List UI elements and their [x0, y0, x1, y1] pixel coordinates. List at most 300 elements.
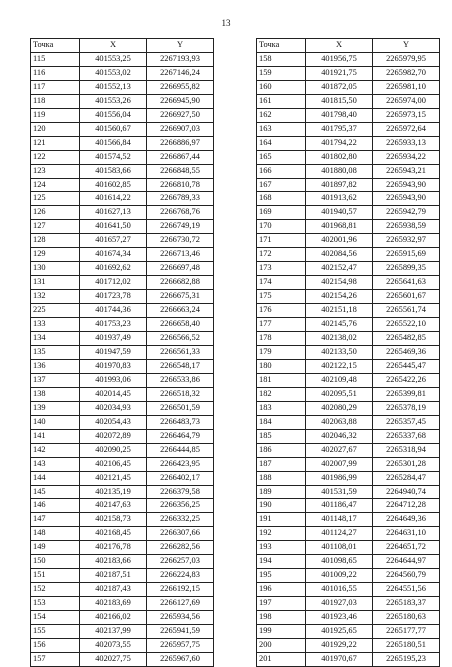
point-number-cell: 150	[31, 555, 80, 569]
y-coordinate-cell: 2266423,95	[147, 457, 214, 471]
y-coordinate-cell: 2264644,97	[373, 555, 440, 569]
x-coordinate-cell: 401927,03	[306, 597, 373, 611]
y-coordinate-cell: 2265357,45	[373, 415, 440, 429]
y-coordinate-cell: 2265967,60	[147, 652, 214, 666]
table-row	[257, 471, 440, 485]
point-number-cell: 181	[257, 373, 306, 387]
point-number-cell: 177	[257, 318, 306, 332]
table-row	[31, 318, 214, 332]
y-coordinate-cell: 2265943,90	[373, 178, 440, 192]
y-coordinate-cell: 2264940,74	[373, 485, 440, 499]
point-number-cell: 121	[31, 136, 80, 150]
point-number-cell: 196	[257, 583, 306, 597]
table-row	[257, 527, 440, 541]
x-coordinate-cell: 402046,32	[306, 429, 373, 443]
y-coordinate-cell: 2264631,10	[373, 527, 440, 541]
x-coordinate-cell: 402145,76	[306, 318, 373, 332]
x-coordinate-cell: 401795,37	[306, 122, 373, 136]
point-number-cell: 120	[31, 122, 80, 136]
table-row	[257, 94, 440, 108]
x-coordinate-cell: 401923,46	[306, 611, 373, 625]
x-coordinate-cell: 401009,22	[306, 569, 373, 583]
x-coordinate-cell: 402027,67	[306, 443, 373, 457]
x-coordinate-cell: 401674,34	[80, 248, 147, 262]
y-coordinate-cell: 2265445,47	[373, 359, 440, 373]
table-row	[257, 276, 440, 290]
point-number-cell: 152	[31, 583, 80, 597]
y-coordinate-cell: 2265561,74	[373, 304, 440, 318]
table-row	[257, 345, 440, 359]
y-coordinate-cell: 2265957,75	[147, 638, 214, 652]
table-row	[257, 332, 440, 346]
header-x: X	[306, 39, 373, 53]
x-coordinate-cell: 402168,45	[80, 527, 147, 541]
y-coordinate-cell: 2266282,56	[147, 541, 214, 555]
y-coordinate-cell: 2265183,37	[373, 597, 440, 611]
y-coordinate-cell: 2266768,76	[147, 206, 214, 220]
table-row	[257, 387, 440, 401]
table-row	[257, 373, 440, 387]
x-coordinate-cell: 402084,56	[306, 248, 373, 262]
table-row	[31, 290, 214, 304]
y-coordinate-cell: 2267193,93	[147, 52, 214, 66]
x-coordinate-cell: 402187,51	[80, 569, 147, 583]
y-coordinate-cell: 2264651,72	[373, 541, 440, 555]
table-row	[257, 122, 440, 136]
y-coordinate-cell: 2266749,19	[147, 220, 214, 234]
y-coordinate-cell: 2264712,28	[373, 499, 440, 513]
y-coordinate-cell: 2266907,03	[147, 122, 214, 136]
point-number-cell: 127	[31, 220, 80, 234]
table-row	[31, 52, 214, 66]
point-number-cell: 186	[257, 443, 306, 457]
point-number-cell: 156	[31, 638, 80, 652]
x-coordinate-cell: 401016,55	[306, 583, 373, 597]
coordinates-table-left	[30, 38, 214, 667]
point-number-cell: 115	[31, 52, 80, 66]
y-coordinate-cell: 2265899,35	[373, 262, 440, 276]
table-row	[31, 262, 214, 276]
table-row	[31, 625, 214, 639]
x-coordinate-cell: 402154,26	[306, 290, 373, 304]
table-row	[31, 108, 214, 122]
y-coordinate-cell: 2266402,17	[147, 471, 214, 485]
x-coordinate-cell: 401970,83	[80, 359, 147, 373]
x-coordinate-cell: 402166,02	[80, 611, 147, 625]
table-row	[31, 499, 214, 513]
point-number-cell: 195	[257, 569, 306, 583]
y-coordinate-cell: 2265337,68	[373, 429, 440, 443]
x-coordinate-cell: 402135,19	[80, 485, 147, 499]
table-row	[257, 290, 440, 304]
point-number-cell: 149	[31, 541, 80, 555]
x-coordinate-cell: 401753,23	[80, 318, 147, 332]
table-row	[31, 220, 214, 234]
y-coordinate-cell: 2265195,23	[373, 652, 440, 666]
table-row	[257, 136, 440, 150]
table-row	[31, 248, 214, 262]
y-coordinate-cell: 2265399,81	[373, 387, 440, 401]
y-coordinate-cell: 2265422,26	[373, 373, 440, 387]
x-coordinate-cell: 401947,59	[80, 345, 147, 359]
table-row	[31, 332, 214, 346]
y-coordinate-cell: 2266955,82	[147, 80, 214, 94]
table-row	[31, 80, 214, 94]
point-number-cell: 162	[257, 108, 306, 122]
point-number-cell: 148	[31, 527, 80, 541]
x-coordinate-cell: 401929,22	[306, 638, 373, 652]
point-number-cell: 164	[257, 136, 306, 150]
y-coordinate-cell: 2265934,22	[373, 150, 440, 164]
table-row	[257, 318, 440, 332]
table-row	[257, 457, 440, 471]
point-number-cell: 141	[31, 429, 80, 443]
y-coordinate-cell: 2265982,70	[373, 66, 440, 80]
y-coordinate-cell: 2265934,56	[147, 611, 214, 625]
y-coordinate-cell: 2264551,56	[373, 583, 440, 597]
table-row	[31, 541, 214, 555]
y-coordinate-cell: 2266789,33	[147, 192, 214, 206]
y-coordinate-cell: 2265177,77	[373, 625, 440, 639]
y-coordinate-cell: 2265641,63	[373, 276, 440, 290]
x-coordinate-cell: 401627,13	[80, 206, 147, 220]
table-row	[31, 276, 214, 290]
y-coordinate-cell: 2264649,36	[373, 513, 440, 527]
header-y: Y	[147, 39, 214, 53]
x-coordinate-cell: 402034,93	[80, 401, 147, 415]
x-coordinate-cell: 401937,49	[80, 332, 147, 346]
table-row	[31, 66, 214, 80]
point-number-cell: 168	[257, 192, 306, 206]
table-row	[31, 569, 214, 583]
x-coordinate-cell: 402054,43	[80, 415, 147, 429]
table-row	[31, 373, 214, 387]
y-coordinate-cell: 2266945,90	[147, 94, 214, 108]
y-coordinate-cell: 2266663,24	[147, 304, 214, 318]
y-coordinate-cell: 2266886,97	[147, 136, 214, 150]
x-coordinate-cell: 401148,17	[306, 513, 373, 527]
table-row	[257, 359, 440, 373]
x-coordinate-cell: 402183,69	[80, 597, 147, 611]
x-coordinate-cell: 401098,65	[306, 555, 373, 569]
x-coordinate-cell: 401921,75	[306, 66, 373, 80]
x-coordinate-cell: 401940,57	[306, 206, 373, 220]
point-number-cell: 129	[31, 248, 80, 262]
point-number-cell: 137	[31, 373, 80, 387]
y-coordinate-cell: 2265933,13	[373, 136, 440, 150]
point-number-cell: 191	[257, 513, 306, 527]
point-number-cell: 190	[257, 499, 306, 513]
point-number-cell: 194	[257, 555, 306, 569]
point-number-cell: 136	[31, 359, 80, 373]
y-coordinate-cell: 2265941,59	[147, 625, 214, 639]
table-row	[257, 499, 440, 513]
header-y: Y	[373, 39, 440, 53]
table-row	[31, 206, 214, 220]
y-coordinate-cell: 2266561,33	[147, 345, 214, 359]
x-coordinate-cell: 402106,45	[80, 457, 147, 471]
point-number-cell: 122	[31, 150, 80, 164]
x-coordinate-cell: 401108,01	[306, 541, 373, 555]
table-row	[31, 136, 214, 150]
point-number-cell: 160	[257, 80, 306, 94]
y-coordinate-cell: 2265943,21	[373, 164, 440, 178]
x-coordinate-cell: 401968,81	[306, 220, 373, 234]
y-coordinate-cell: 2266533,86	[147, 373, 214, 387]
point-number-cell: 118	[31, 94, 80, 108]
table-row	[31, 638, 214, 652]
y-coordinate-cell: 2266730,72	[147, 234, 214, 248]
point-number-cell: 198	[257, 611, 306, 625]
point-number-cell: 200	[257, 638, 306, 652]
table-row	[257, 569, 440, 583]
y-coordinate-cell: 2265482,85	[373, 332, 440, 346]
table-row	[257, 429, 440, 443]
y-coordinate-cell: 2265601,67	[373, 290, 440, 304]
y-coordinate-cell: 2265942,79	[373, 206, 440, 220]
table-row	[31, 457, 214, 471]
x-coordinate-cell: 401897,82	[306, 178, 373, 192]
table-row	[31, 485, 214, 499]
point-number-cell: 145	[31, 485, 80, 499]
table-row	[31, 164, 214, 178]
point-number-cell: 142	[31, 443, 80, 457]
y-coordinate-cell: 2265974,00	[373, 94, 440, 108]
point-number-cell: 183	[257, 401, 306, 415]
table-row	[31, 555, 214, 569]
point-number-cell: 139	[31, 401, 80, 415]
point-number-cell: 172	[257, 248, 306, 262]
point-number-cell: 189	[257, 485, 306, 499]
point-number-cell: 130	[31, 262, 80, 276]
point-number-cell: 225	[31, 304, 80, 318]
table-row	[31, 443, 214, 457]
point-number-cell: 192	[257, 527, 306, 541]
x-coordinate-cell: 402154,98	[306, 276, 373, 290]
y-coordinate-cell: 2265284,47	[373, 471, 440, 485]
point-number-cell: 116	[31, 66, 80, 80]
y-coordinate-cell: 2265180,51	[373, 638, 440, 652]
point-number-cell: 135	[31, 345, 80, 359]
table-row	[31, 415, 214, 429]
x-coordinate-cell: 401124,27	[306, 527, 373, 541]
table-row	[257, 108, 440, 122]
table-row	[31, 583, 214, 597]
table-row	[257, 150, 440, 164]
table-row	[257, 555, 440, 569]
y-coordinate-cell: 2266518,32	[147, 387, 214, 401]
table-row	[257, 652, 440, 666]
x-coordinate-cell: 401794,22	[306, 136, 373, 150]
table-row	[257, 192, 440, 206]
x-coordinate-cell: 402072,89	[80, 429, 147, 443]
x-coordinate-cell: 402027,75	[80, 652, 147, 666]
x-coordinate-cell: 401986,99	[306, 471, 373, 485]
table-row	[257, 443, 440, 457]
x-coordinate-cell: 401993,06	[80, 373, 147, 387]
table-row	[257, 625, 440, 639]
x-coordinate-cell: 401566,84	[80, 136, 147, 150]
point-number-cell: 143	[31, 457, 80, 471]
point-number-cell: 138	[31, 387, 80, 401]
point-number-cell: 125	[31, 192, 80, 206]
table-row	[31, 611, 214, 625]
point-number-cell: 166	[257, 164, 306, 178]
y-coordinate-cell: 2266867,44	[147, 150, 214, 164]
table-row	[257, 611, 440, 625]
point-number-cell: 140	[31, 415, 80, 429]
y-coordinate-cell: 2264560,79	[373, 569, 440, 583]
table-row	[257, 178, 440, 192]
x-coordinate-cell: 401560,67	[80, 122, 147, 136]
y-coordinate-cell: 2265943,90	[373, 192, 440, 206]
y-coordinate-cell: 2266483,73	[147, 415, 214, 429]
y-coordinate-cell: 2265318,94	[373, 443, 440, 457]
x-coordinate-cell: 402138,02	[306, 332, 373, 346]
table-row	[257, 220, 440, 234]
x-coordinate-cell: 401802,80	[306, 150, 373, 164]
y-coordinate-cell: 2265938,59	[373, 220, 440, 234]
y-coordinate-cell: 2265180,63	[373, 611, 440, 625]
table-row	[31, 94, 214, 108]
x-coordinate-cell: 401602,85	[80, 178, 147, 192]
table-row	[31, 471, 214, 485]
point-number-cell: 157	[31, 652, 80, 666]
header-point: Точка	[31, 39, 80, 53]
point-number-cell: 155	[31, 625, 80, 639]
y-coordinate-cell: 2265973,15	[373, 108, 440, 122]
x-coordinate-cell: 401956,75	[306, 52, 373, 66]
x-coordinate-cell: 401798,40	[306, 108, 373, 122]
y-coordinate-cell: 2266501,59	[147, 401, 214, 415]
table-row	[31, 150, 214, 164]
table-row	[257, 597, 440, 611]
x-coordinate-cell: 401553,26	[80, 94, 147, 108]
x-coordinate-cell: 402151,18	[306, 304, 373, 318]
point-number-cell: 171	[257, 234, 306, 248]
point-number-cell: 182	[257, 387, 306, 401]
point-number-cell: 197	[257, 597, 306, 611]
table-row	[257, 248, 440, 262]
table-row	[31, 304, 214, 318]
x-coordinate-cell: 402176,78	[80, 541, 147, 555]
table-row	[31, 527, 214, 541]
y-coordinate-cell: 2265981,10	[373, 80, 440, 94]
y-coordinate-cell: 2266658,40	[147, 318, 214, 332]
x-coordinate-cell: 402001,96	[306, 234, 373, 248]
point-number-cell: 169	[257, 206, 306, 220]
x-coordinate-cell: 402007,99	[306, 457, 373, 471]
y-coordinate-cell: 2265915,69	[373, 248, 440, 262]
table-row	[257, 206, 440, 220]
x-coordinate-cell: 402121,45	[80, 471, 147, 485]
point-number-cell: 165	[257, 150, 306, 164]
x-coordinate-cell: 401712,02	[80, 276, 147, 290]
table-header-row	[31, 39, 214, 53]
table-header-row	[257, 39, 440, 53]
table-row	[257, 80, 440, 94]
table-row	[31, 192, 214, 206]
table-row	[257, 66, 440, 80]
point-number-cell: 185	[257, 429, 306, 443]
coordinates-table-right	[256, 38, 440, 667]
point-number-cell: 178	[257, 332, 306, 346]
y-coordinate-cell: 2267146,24	[147, 66, 214, 80]
y-coordinate-cell: 2266257,03	[147, 555, 214, 569]
table-row	[31, 597, 214, 611]
y-coordinate-cell: 2265301,28	[373, 457, 440, 471]
point-number-cell: 131	[31, 276, 80, 290]
y-coordinate-cell: 2266127,69	[147, 597, 214, 611]
header-x: X	[80, 39, 147, 53]
point-number-cell: 128	[31, 234, 80, 248]
point-number-cell: 154	[31, 611, 80, 625]
x-coordinate-cell: 402073,55	[80, 638, 147, 652]
y-coordinate-cell: 2266192,15	[147, 583, 214, 597]
x-coordinate-cell: 401641,50	[80, 220, 147, 234]
x-coordinate-cell: 402014,45	[80, 387, 147, 401]
x-coordinate-cell: 402187,43	[80, 583, 147, 597]
table-row	[257, 262, 440, 276]
point-number-cell: 123	[31, 164, 80, 178]
table-row	[31, 429, 214, 443]
point-number-cell: 184	[257, 415, 306, 429]
point-number-cell: 119	[31, 108, 80, 122]
table-row	[31, 234, 214, 248]
table-row	[257, 415, 440, 429]
x-coordinate-cell: 401531,59	[306, 485, 373, 499]
y-coordinate-cell: 2266356,25	[147, 499, 214, 513]
y-coordinate-cell: 2266697,48	[147, 262, 214, 276]
x-coordinate-cell: 401913,62	[306, 192, 373, 206]
point-number-cell: 158	[257, 52, 306, 66]
x-coordinate-cell: 402158,73	[80, 513, 147, 527]
point-number-cell: 201	[257, 652, 306, 666]
x-coordinate-cell: 401614,22	[80, 192, 147, 206]
x-coordinate-cell: 401970,67	[306, 652, 373, 666]
x-coordinate-cell: 401583,66	[80, 164, 147, 178]
x-coordinate-cell: 402137,99	[80, 625, 147, 639]
point-number-cell: 175	[257, 290, 306, 304]
y-coordinate-cell: 2266224,83	[147, 569, 214, 583]
x-coordinate-cell: 401556,04	[80, 108, 147, 122]
x-coordinate-cell: 401186,47	[306, 499, 373, 513]
x-coordinate-cell: 401574,52	[80, 150, 147, 164]
x-coordinate-cell: 402109,48	[306, 373, 373, 387]
table-row	[257, 234, 440, 248]
y-coordinate-cell: 2266810,78	[147, 178, 214, 192]
y-coordinate-cell: 2266548,17	[147, 359, 214, 373]
table-row	[257, 638, 440, 652]
header-point: Точка	[257, 39, 306, 53]
x-coordinate-cell: 402095,51	[306, 387, 373, 401]
x-coordinate-cell: 401723,78	[80, 290, 147, 304]
table-row	[257, 164, 440, 178]
x-coordinate-cell: 401553,02	[80, 66, 147, 80]
point-number-cell: 170	[257, 220, 306, 234]
y-coordinate-cell: 2265469,36	[373, 345, 440, 359]
x-coordinate-cell: 401925,65	[306, 625, 373, 639]
table-row	[31, 387, 214, 401]
table-row	[257, 401, 440, 415]
y-coordinate-cell: 2266332,25	[147, 513, 214, 527]
point-number-cell: 144	[31, 471, 80, 485]
y-coordinate-cell: 2266848,55	[147, 164, 214, 178]
point-number-cell: 167	[257, 178, 306, 192]
y-coordinate-cell: 2266444,85	[147, 443, 214, 457]
point-number-cell: 159	[257, 66, 306, 80]
y-coordinate-cell: 2265979,95	[373, 52, 440, 66]
